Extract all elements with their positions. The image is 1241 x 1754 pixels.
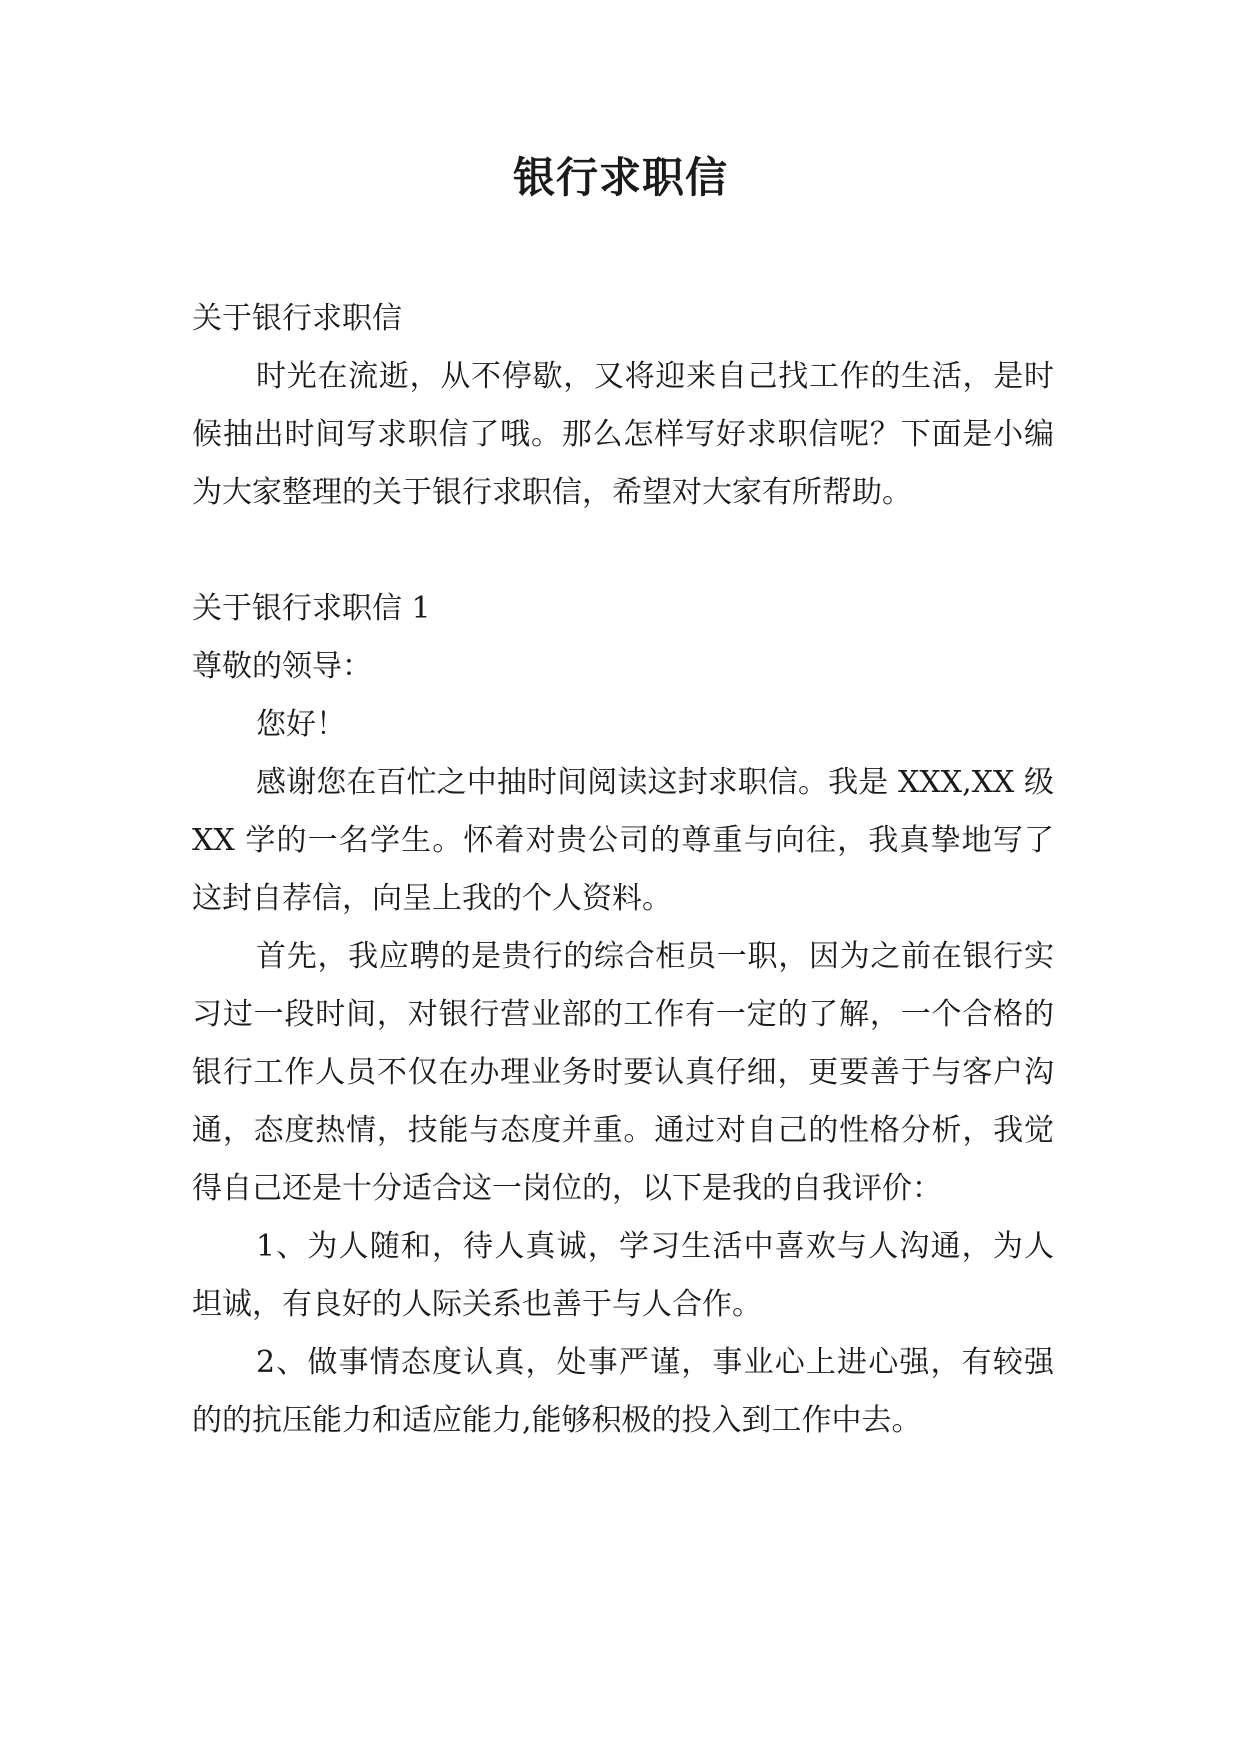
document-body <box>192 290 1054 1450</box>
paragraph-gap <box>192 522 1054 580</box>
letter-paragraph: 首先，我应聘的是贵行的综合柜员一职，因为之前在银行实习过一段时间，对银行营业部的工作有一定的了解，一个合格的银行工作人员不仅在办理业务时要认真仔细，更要善于与客户沟通，态度热情，技能与态度并重。通过对自己的性格分析，我觉得自己还是十分适合这一岗位的，以下是我的自我评价： <box>192 939 1054 1206</box>
intro-heading: 关于银行求职信 <box>192 301 402 336</box>
letter-list-item: 1、为人随和，待人真诚，学习生活中喜欢与人沟通，为人坦诚，有良好的人际关系也善于与人合作。 <box>192 1229 1054 1322</box>
intro-paragraph: 时光在流逝，从不停歇，又将迎来自己找工作的生活，是时候抽出时间写求职信了哦。那么怎样写好求职信呢？下面是小编为大家整理的关于银行求职信，希望对大家有所帮助。 <box>192 359 1054 510</box>
letter-salutation: 尊敬的领导： <box>192 649 372 684</box>
letter-heading: 关于银行求职信 1 <box>192 591 431 626</box>
document-title: 银行求职信 <box>512 153 728 202</box>
letter-paragraph: 感谢您在百忙之中抽时间阅读这封求职信。我是 XXX,XX 级 XX 学的一名学生。怀着对贵公司的尊重与向往，我真挚地写了这封自荐信，向呈上我的个人资料。 <box>192 765 1054 916</box>
letter-list-item: 2、做事情态度认真，处事严谨，事业心上进心强，有较强的的抗压能力和适应能力,能够积极的投入到工作中去。 <box>192 1345 1054 1438</box>
letter-greeting: 您好！ <box>256 707 346 742</box>
